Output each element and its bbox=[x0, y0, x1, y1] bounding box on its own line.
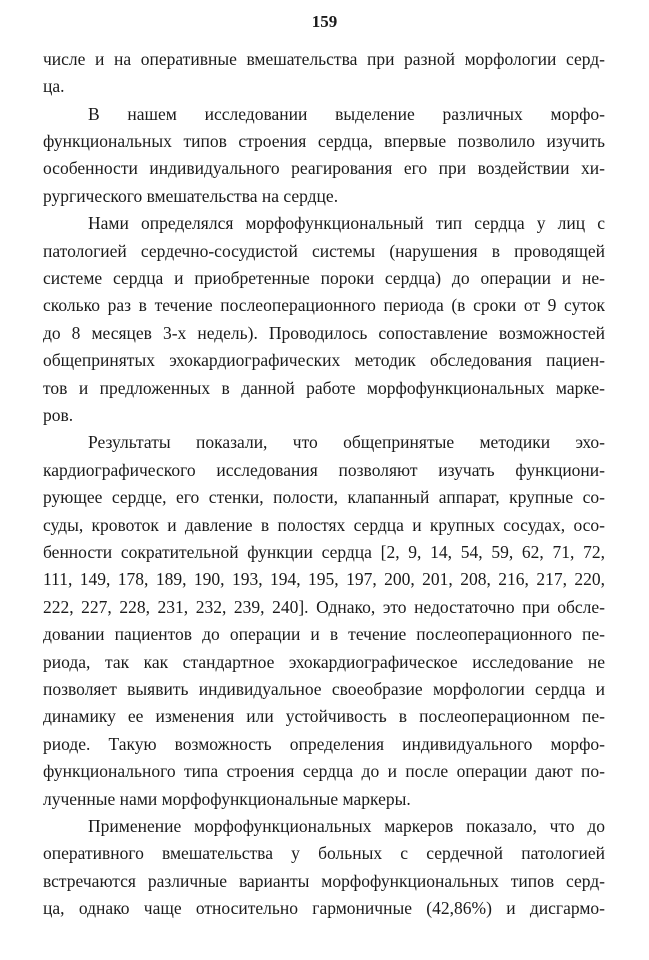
text-line: ров. bbox=[43, 405, 74, 425]
text-line: 111, 149, 178, 189, 190, 193, 194, 195, 197, 200, 201, 208, 216, 217, 220, bbox=[43, 569, 605, 589]
text-line: до 8 месяцев 3-х недель). Проводилось сопоставление возможностей bbox=[43, 323, 605, 343]
text-line: функционального типа строения сердца до и после операции дают по- bbox=[43, 761, 605, 781]
text-line: патологией сердечно-сосудистой системы (нарушения в проводящей bbox=[43, 241, 605, 261]
text-line: В нашем исследовании выделение различных морфо- bbox=[88, 104, 605, 124]
text-line: довании пациентов до операции и в течение послеоперационного пе- bbox=[43, 624, 605, 644]
text-line: Применение морфофункциональных маркеров показало, что до bbox=[88, 816, 605, 836]
page-number: 159 bbox=[311, 12, 338, 31]
text-line: 222, 227, 228, 231, 232, 239, 240]. Однако, это недостаточно при обсле- bbox=[43, 597, 605, 617]
text-line: суды, кровоток и давление в полостях сердца и крупных сосудах, осо- bbox=[43, 515, 605, 535]
text-line: риода, так как стандартное эхокардиографическое исследование не bbox=[43, 652, 605, 672]
text-line: функциональных типов строения сердца, впервые позволило изучить bbox=[43, 131, 605, 151]
text-line: Результаты показали, что общепринятые методики эхо- bbox=[88, 432, 605, 452]
text-line: оперативного вмешательства у больных с сердечной патологией bbox=[43, 843, 605, 863]
text-line: рургического вмешательства на сердце. bbox=[43, 186, 339, 206]
text-line: риоде. Такую возможность определения индивидуального морфо- bbox=[43, 734, 605, 754]
text-line: динамику ее изменения или устойчивость в послеоперационном пе- bbox=[43, 706, 605, 726]
text-line: числе и на оперативные вмешательства при разной морфологии серд- bbox=[43, 49, 605, 69]
text-line: общепринятых эхокардиографических методик обследования пациен- bbox=[43, 350, 605, 370]
text-line: системе сердца и приобретенные пороки сердца) до операции и не- bbox=[43, 268, 605, 288]
text-line: бенности сократительной функции сердца [2, 9, 14, 54, 59, 62, 71, 72, bbox=[43, 542, 605, 562]
text-line: лученные нами морфофункциональные маркеры. bbox=[43, 789, 411, 809]
text-line: сколько раз в течение послеоперационного периода (в сроки от 9 суток bbox=[43, 295, 605, 315]
text-line: ца, однако чаще относительно гармоничные (42,86%) и дисгармо- bbox=[43, 898, 605, 918]
text-line: ца. bbox=[43, 76, 65, 96]
text-line: позволяет выявить индивидуальное своеобразие морфологии сердца и bbox=[43, 679, 605, 699]
text-line: Нами определялся морфофункциональный тип сердца у лиц с bbox=[88, 213, 605, 233]
text-line: особенности индивидуального реагирования его при воздействии хи- bbox=[43, 158, 605, 178]
text-line: рующее сердце, его стенки, полости, клапанный аппарат, крупные со- bbox=[43, 487, 605, 507]
text-line: тов и предложенных в данной работе морфофункциональных марке- bbox=[43, 378, 605, 398]
text-line: кардиографического исследования позволяют изучать функциони- bbox=[43, 460, 605, 480]
text-line: встречаются различные варианты морфофункциональных типов серд- bbox=[43, 871, 605, 891]
